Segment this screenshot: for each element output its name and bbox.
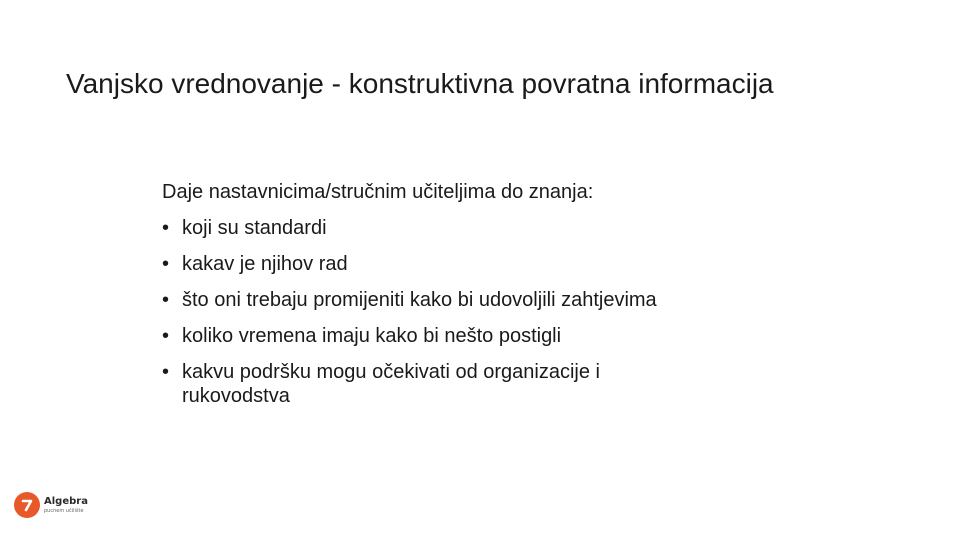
bullet-icon: • [162,361,170,383]
logo-tagline: pucnem učilište [44,507,84,514]
list-item-text: koji su standardi [182,217,327,239]
list-item-text: koliko vremena imaju kako bi nešto postigli [182,325,562,347]
bullet-icon: • [162,217,170,239]
logo-name: Algebra [44,495,88,507]
list-item-text: kakav je njihov rad [182,253,348,275]
algebra-logo [14,492,88,518]
bullet-icon: • [162,325,170,347]
list-item [162,288,702,312]
list-item-text: kakvu podršku mogu očekivati od organizacije i rukovodstva [182,361,600,407]
list-item-text: što oni trebaju promijeniti kako bi udovoljili zahtjevima [182,289,657,311]
bullet-icon: • [162,289,170,311]
bullet-icon: • [162,253,170,275]
list-item [162,216,702,240]
list-item [162,252,702,276]
list-item [162,360,702,408]
slide-title: Vanjsko vrednovanje - konstruktivna povratna informacija [66,68,774,99]
list-item [162,324,702,348]
intro-text: Daje nastavnicima/stručnim učiteljima do znanja: [162,181,594,203]
bullet-list [162,216,782,408]
slide-body [162,180,782,420]
algebra-logo-icon [14,492,40,518]
